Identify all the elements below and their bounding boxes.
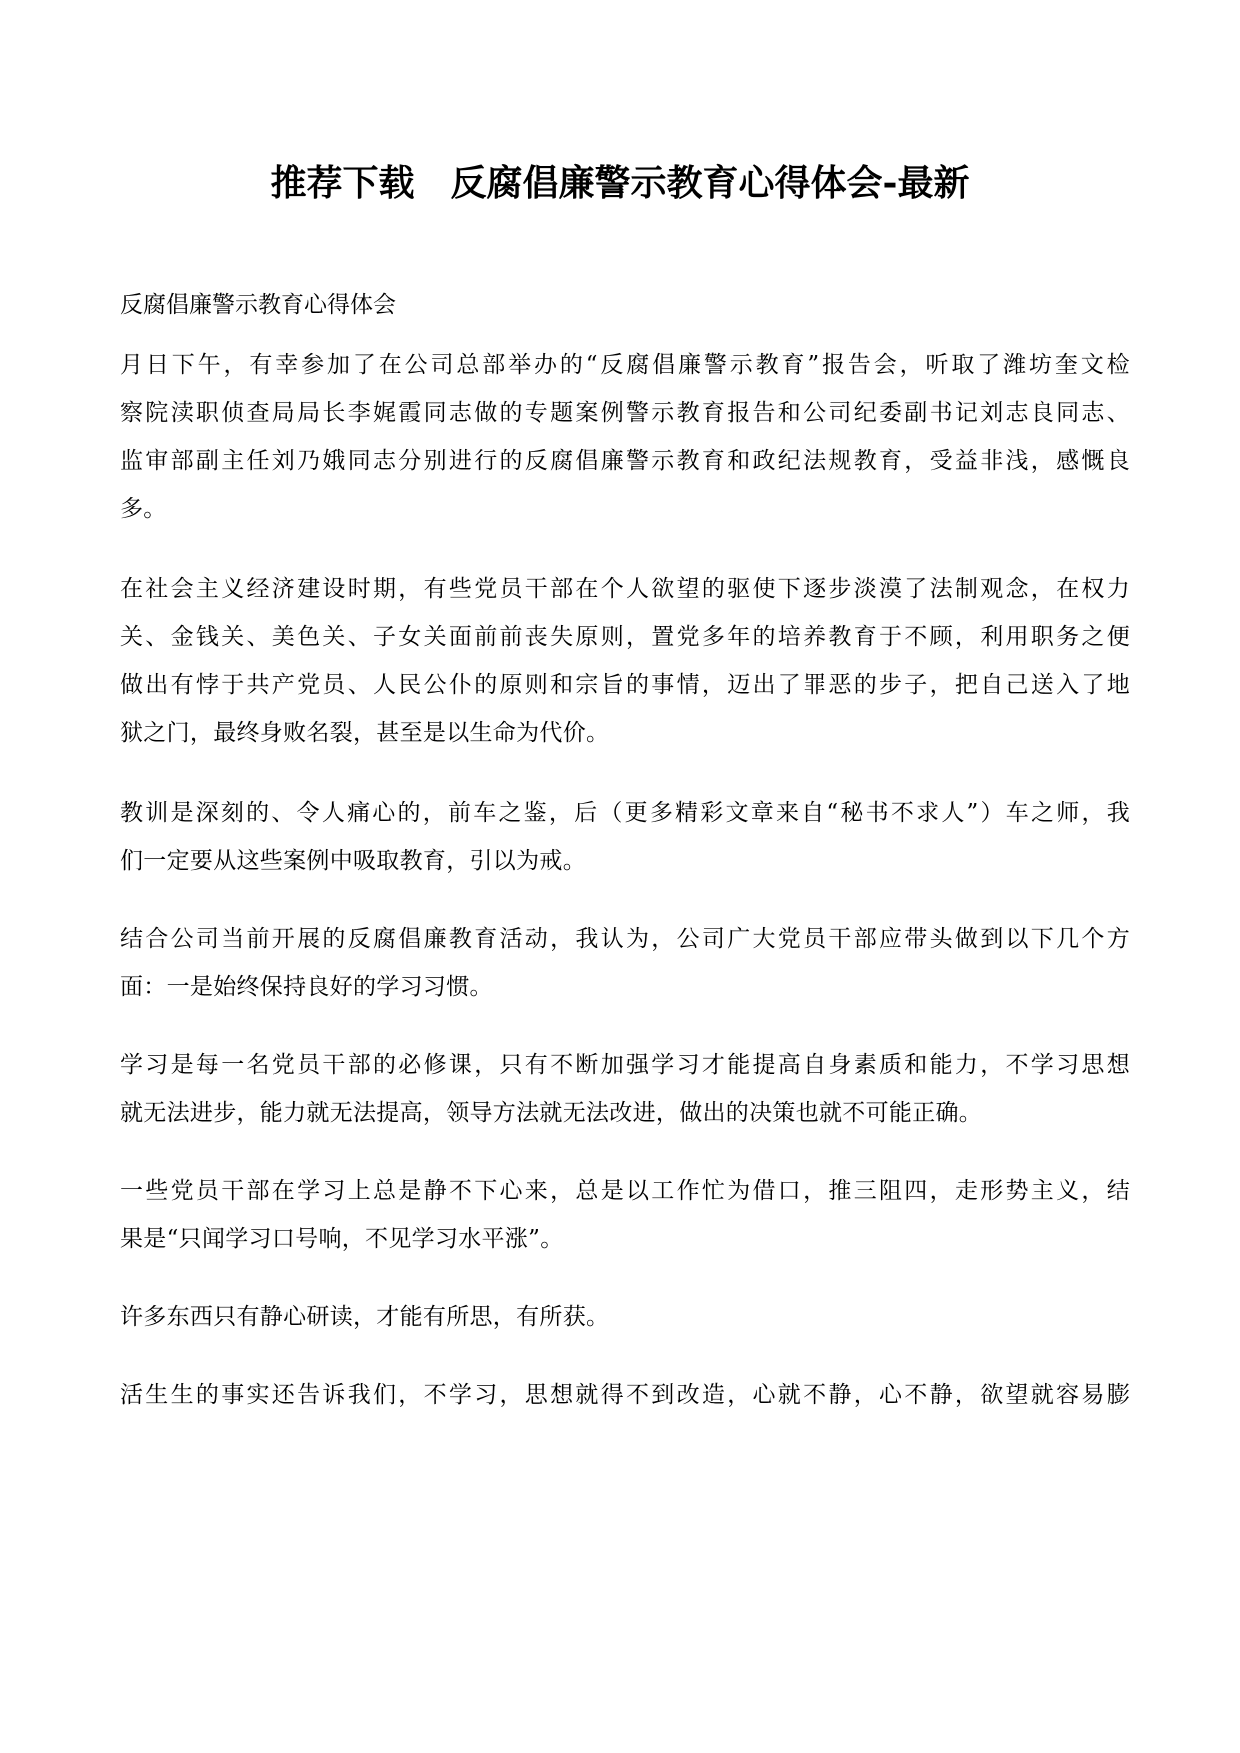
paragraph-line: 教训是深刻的、令人痛心的，前车之鉴，后（更多精彩文章来自“秘书不求人”）车之师，我 xyxy=(120,800,1130,826)
paragraph-line: 结合公司当前开展的反腐倡廉教育活动，我认为，公司广大党员干部应带头做到以下几个方 xyxy=(120,926,1130,952)
paragraph-line: 做出有悖于共产党员、人民公仆的原则和宗旨的事情，迈出了罪恶的步子，把自己送入了地 xyxy=(120,672,1130,698)
document-subtitle: 反腐倡廉警示教育心得体会 xyxy=(120,292,396,318)
paragraph-line: 就无法进步，能力就无法提高，领导方法就无法改进，做出的决策也就不可能正确。 xyxy=(120,1100,983,1126)
paragraph-4 xyxy=(120,915,1130,1011)
paragraph-line: 果是“只闻学习口号响，不见学习水平涨”。 xyxy=(120,1226,564,1252)
paragraph-line: 们一定要从这些案例中吸取教育，引以为戒。 xyxy=(120,848,586,874)
document-title: 推荐下载 反腐倡廉警示教育心得体会-最新 xyxy=(270,162,970,204)
paragraph-line: 活生生的事实还告诉我们，不学习，思想就得不到改造，心就不静，心不静，欲望就容易膨 xyxy=(120,1382,1130,1408)
paragraph-line: 监审部副主任刘乃娥同志分别进行的反腐倡廉警示教育和政纪法规教育，受益非浅，感慨良 xyxy=(120,448,1130,474)
paragraph-line: 月日下午，有幸参加了在公司总部举办的“反腐倡廉警示教育”报告会，听取了潍坊奎文检 xyxy=(120,352,1130,378)
paragraph-2 xyxy=(120,565,1130,757)
paragraph-1 xyxy=(120,341,1130,533)
paragraph-line: 在社会主义经济建设时期，有些党员干部在个人欲望的驱使下逐步淡漠了法制观念，在权力 xyxy=(120,576,1130,602)
paragraph-7 xyxy=(120,1293,1130,1341)
paragraph-line: 关、金钱关、美色关、子女关面前前丧失原则，置党多年的培养教育于不顾，利用职务之便 xyxy=(120,624,1130,650)
paragraph-line: 狱之门，最终身败名裂，甚至是以生命为代价。 xyxy=(120,720,610,746)
paragraph-line: 察院渎职侦查局局长李娓霞同志做的专题案例警示教育报告和公司纪委副书记刘志良同志、 xyxy=(120,400,1130,426)
paragraph-line: 学习是每一名党员干部的必修课，只有不断加强学习才能提高自身素质和能力，不学习思想 xyxy=(120,1052,1130,1078)
paragraph-line: 许多东西只有静心研读，才能有所思，有所获。 xyxy=(120,1304,610,1330)
paragraph-line: 面：一是始终保持良好的学习习惯。 xyxy=(120,974,493,1000)
paragraph-3 xyxy=(120,789,1130,885)
paragraph-8 xyxy=(120,1371,1130,1419)
paragraph-6 xyxy=(120,1167,1130,1263)
paragraph-line: 一些党员干部在学习上总是静不下心来，总是以工作忙为借口，推三阻四，走形势主义，结 xyxy=(120,1178,1130,1204)
paragraph-5 xyxy=(120,1041,1130,1137)
paragraph-line: 多。 xyxy=(120,496,167,522)
